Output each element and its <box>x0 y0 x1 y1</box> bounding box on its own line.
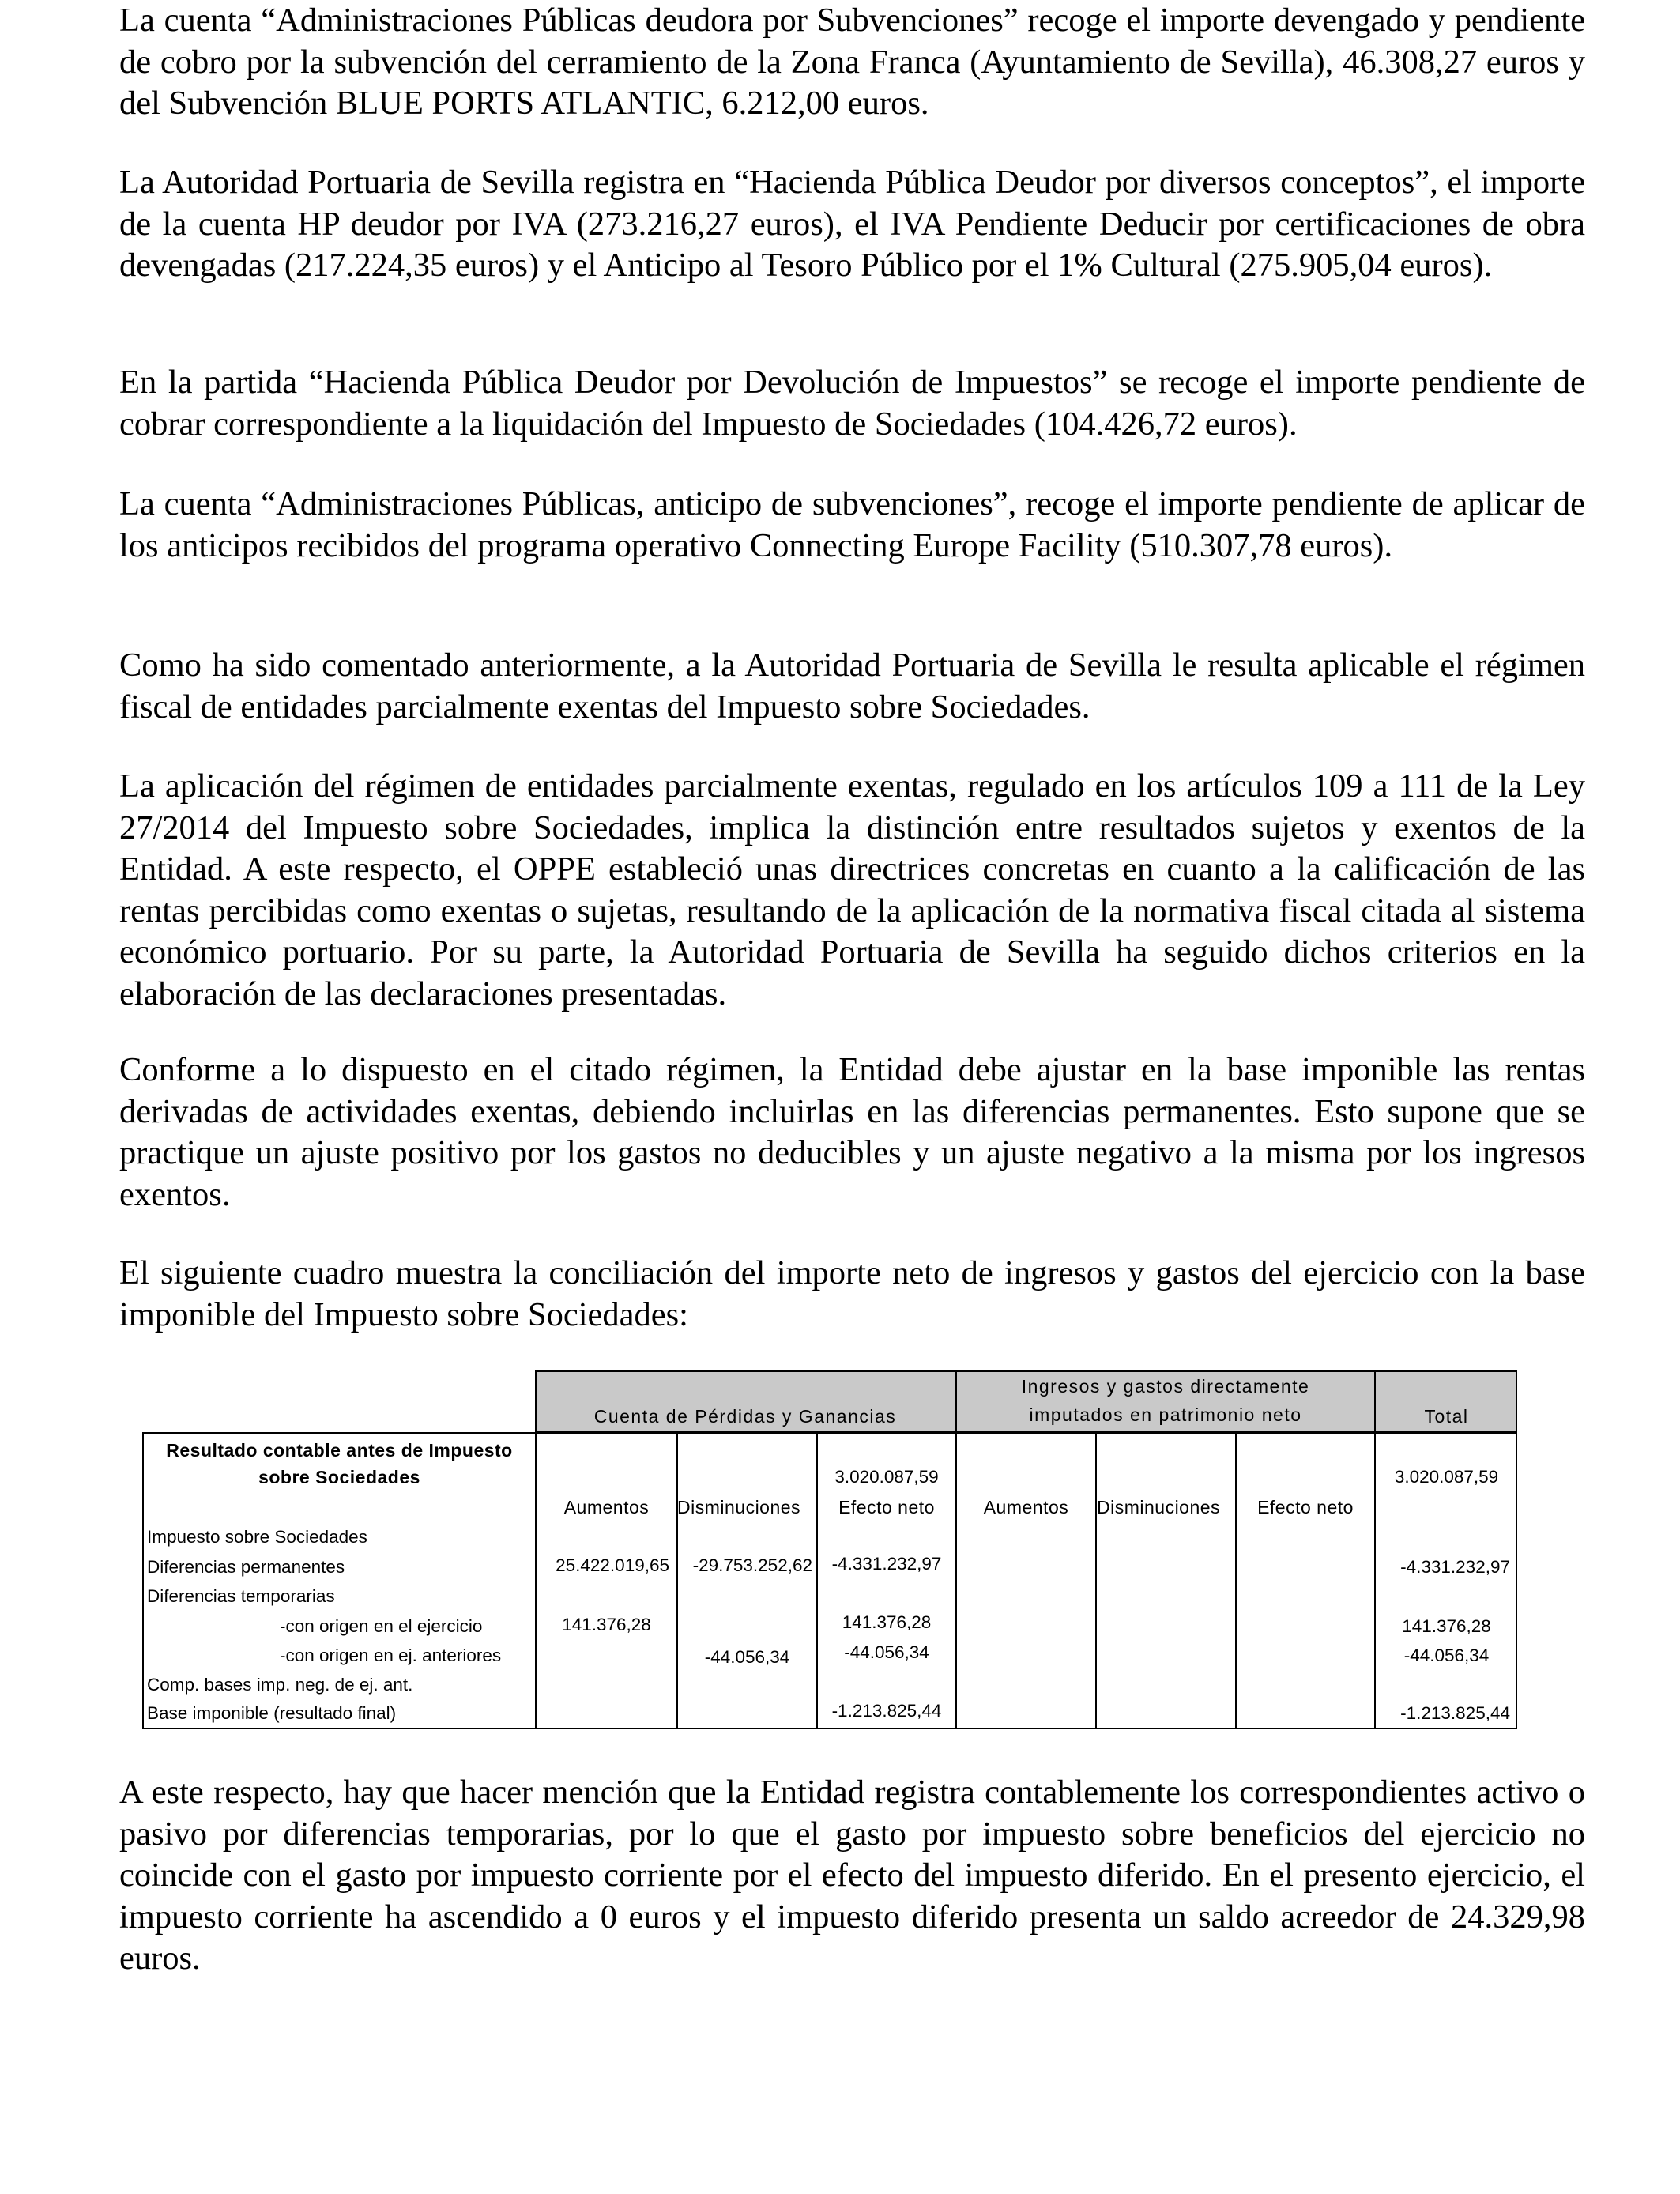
col-disminuciones-pyg: Disminuciones <box>677 1497 801 1517</box>
row-label: -con origen en ej. anteriores <box>280 1646 502 1665</box>
row-label: Diferencias permanentes <box>147 1557 345 1577</box>
column-divider <box>676 1432 678 1729</box>
col-aumentos-pyg: Aumentos <box>563 1497 650 1517</box>
col-efecto-patrimonio: Efecto neto <box>1257 1497 1354 1517</box>
row-disminuciones: -44.056,34 <box>704 1647 790 1667</box>
paragraph-cuadro-intro: El siguiente cuadro muestra la conciliación del importe neto de ingresos y gastos del ejercicio con la base imponible del Impuesto sobre Sociedades: <box>119 1254 1585 1333</box>
resultado-efecto-neto: 3.020.087,59 <box>834 1467 939 1487</box>
paragraph-devolucion-impuestos: En la partida “Hacienda Pública Deudor por Devolución de Impuestos” se recoge el importe pendiente de cobrar correspondiente a la liquidación del Impuesto de Sociedades (104.426,72 euros). <box>119 364 1585 443</box>
column-divider <box>1235 1432 1237 1729</box>
group-header-patrimonio-line2: imputados en patrimonio neto <box>1029 1404 1302 1425</box>
group-header-patrimonio-line1: Ingresos y gastos directamente <box>1021 1376 1310 1397</box>
row-total: -44.056,34 <box>1403 1646 1490 1665</box>
row-label: Base imponible (resultado final) <box>147 1703 397 1723</box>
paragraph-regimen-fiscal: Como ha sido comentado anteriormente, a la Autoridad Portuaria de Sevilla le resulta aplicable el régimen fiscal de entidades parcialmente exentas del Impuesto sobre Sociedades. <box>119 647 1585 726</box>
column-divider <box>1095 1432 1097 1729</box>
row-efecto-neto: -44.056,34 <box>844 1642 929 1662</box>
row-label: Comp. bases imp. neg. de ej. ant. <box>147 1675 413 1695</box>
resultado-label-line1: Resultado contable antes de Impuesto <box>166 1440 513 1461</box>
row-total: 141.376,28 <box>1402 1616 1491 1636</box>
tax-reconciliation-table <box>142 1370 1517 1729</box>
resultado-total: 3.020.087,59 <box>1394 1467 1499 1487</box>
row-disminuciones: -29.753.252,62 <box>692 1555 812 1575</box>
row-efecto-neto: 141.376,28 <box>842 1612 932 1632</box>
row-label: Diferencias temporarias <box>147 1586 335 1606</box>
col-aumentos-patrimonio: Aumentos <box>983 1497 1069 1517</box>
row-total: -1.213.825,44 <box>1400 1703 1510 1723</box>
paragraph-impuesto-diferido: A este respecto, hay que hacer mención que la Entidad registra contablemente los correspondientes activo o pasivo por diferencias temporarias, por lo que el gasto por impuesto sobre beneficios del ejercicio no coincide con el gasto por impuesto corriente por el efecto del impuesto diferido. En el presento ejercicio, el impuesto corriente ha ascendido a 0 euros y el impuesto diferido presenta un saldo acreedor de 24.329,98 euros. <box>119 1774 1585 1977</box>
column-divider <box>955 1432 957 1729</box>
col-disminuciones-patrimonio: Disminuciones <box>1097 1497 1221 1517</box>
row-total: -4.331.232,97 <box>1400 1557 1510 1577</box>
group-header-pyg: Cuenta de Pérdidas y Ganancias <box>593 1406 897 1427</box>
row-aumentos: 25.422.019,65 <box>556 1555 669 1575</box>
paragraph-ajustes: Conforme a lo dispuesto en el citado régimen, la Entidad debe ajustar en la base imponible las rentas derivadas de actividades exentas, debiendo incluirlas en las diferencias permanentes. Esto supone que se practique un ajuste positivo por los gastos no deducibles y un ajuste negativo a la misma por los ingresos exentos. <box>119 1051 1585 1213</box>
resultado-label-line2: sobre Sociedades <box>258 1467 420 1487</box>
group-header-total: Total <box>1424 1406 1469 1427</box>
row-aumentos: 141.376,28 <box>562 1615 651 1634</box>
paragraph-subvenciones: La cuenta “Administraciones Públicas deudora por Subvenciones” recoge el importe devengado y pendiente de cobro por la subvención del cerramiento de la Zona Franca (Ayuntamiento de Sevilla), 46.308,27 euros y del Subvención BLUE PORTS ATLANTIC, 6.212,00 euros. <box>119 2 1585 122</box>
paragraph-entidades-exentas: La aplicación del régimen de entidades parcialmente exentas, regulado en los artículos 109 a 111 de la Ley 27/2014 del Impuesto sobre Sociedades, implica la distinción entre resultados sujetos y exentos de la Entidad. A este respecto, el OPPE estableció unas directrices concretas en cuanto a la calificación de las rentas percibidas como exentas o sujetas, resultando de la aplicación de la normativa fiscal citada al sistema económico portuario. Por su parte, la Autoridad Portuaria de Sevilla ha seguido dichos criterios en la elaboración de las declaraciones presentadas. <box>119 767 1585 1012</box>
paragraph-anticipo-subvenciones: La cuenta “Administraciones Públicas, anticipo de subvenciones”, recoge el importe pendiente de aplicar de los anticipos recibidos del programa operativo Connecting Europe Facility (510.307,78 euros). <box>119 485 1585 564</box>
row-label: Impuesto sobre Sociedades <box>147 1527 367 1547</box>
row-efecto-neto: -4.331.232,97 <box>831 1554 942 1574</box>
col-efecto-pyg: Efecto neto <box>838 1497 935 1517</box>
paragraph-hacienda-deudor: La Autoridad Portuaria de Sevilla registra en “Hacienda Pública Deudor por diversos conceptos”, el importe de la cuenta HP deudor por IVA (273.216,27 euros), el IVA Pendiente Deducir por certificaciones de obra devengadas (217.224,35 euros) y el Anticipo al Tesoro Público por el 1% Cultural (275.905,04 euros). <box>119 164 1585 284</box>
row-label: -con origen en el ejercicio <box>280 1616 483 1636</box>
row-efecto-neto: -1.213.825,44 <box>831 1701 942 1721</box>
